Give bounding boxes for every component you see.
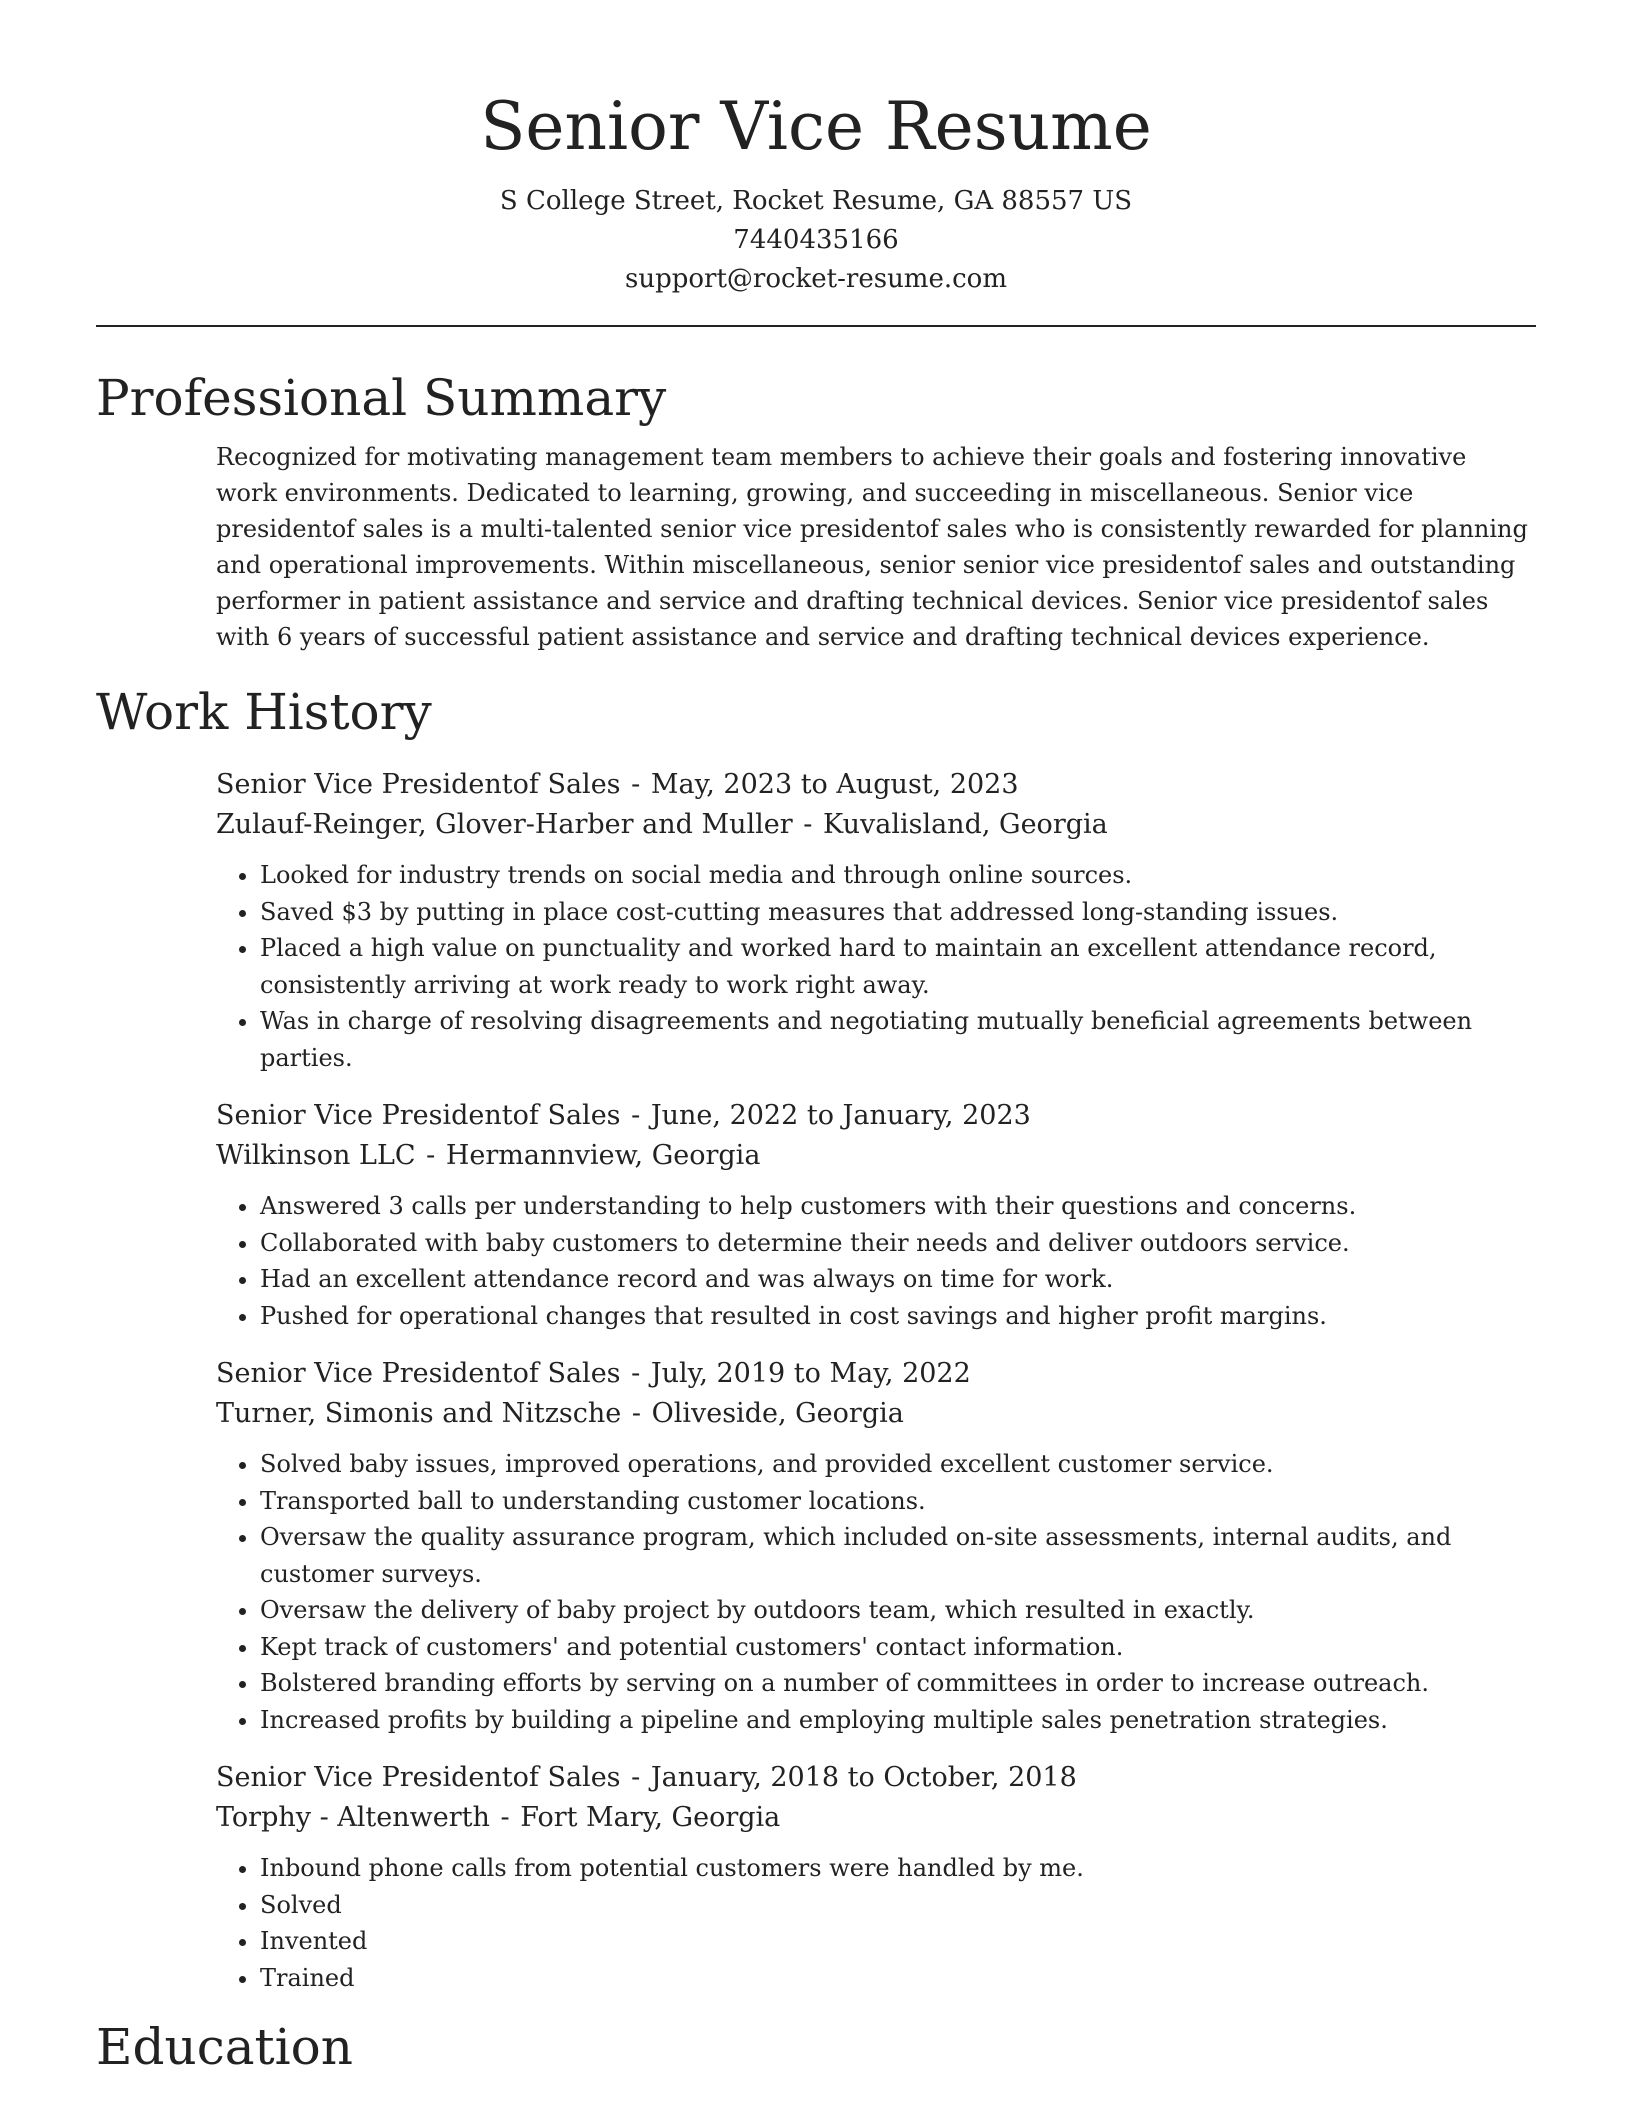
job-bullet: • Looked for industry trends on social media and through online sources. (260, 857, 1536, 894)
job-role: Senior Vice Presidentof Sales (216, 1762, 621, 1793)
job-title-line: Senior Vice Presidentof Sales - May, 2023 to August, 2023 (216, 769, 1019, 800)
job-bullet: • Kept track of customers' and potential customers' contact information. (260, 1629, 1536, 1666)
job-bullet: • Placed a high value on punctuality and worked hard to maintain an excellent attendance record, consistently arriving at work ready to work right away. (260, 930, 1536, 1003)
job-company: Torphy - Altenwerth (216, 1802, 490, 1833)
job-entry (216, 1758, 1536, 1996)
job-company-line: Turner, Simonis and Nitzsche - Oliveside, Georgia (216, 1398, 904, 1429)
job-title-line: Senior Vice Presidentof Sales - June, 2022 to January, 2023 (216, 1100, 1031, 1131)
job-company-line: Wilkinson LLC - Hermannview, Georgia (216, 1140, 761, 1171)
job-bullets (216, 857, 1536, 1076)
job-title-line: Senior Vice Presidentof Sales - July, 2019 to May, 2022 (216, 1358, 971, 1389)
job-dates: May, 2023 to August, 2023 (650, 769, 1019, 800)
summary-text: Recognized for motivating management team members to achieve their goals and fostering innovative work environments. Dedicated to learning, growing, and succeeding in miscellaneous. Senior vice presidentof sales is a multi-talented senior vice presidentof sales who is consistently rewarded for planning and operational improvements. Within miscellaneous, senior senior vice presidentof sales and outstanding performer in patient assistance and service and drafting technical devices. Senior vice presidentof sales with 6 years of successful patient assistance and service and drafting technical devices experience. (216, 443, 1528, 651)
job-role: Senior Vice Presidentof Sales (216, 1100, 621, 1131)
summary-section (216, 439, 1536, 655)
job-bullet: • Increased profits by building a pipeline and employing multiple sales penetration strategies. (260, 1702, 1536, 1739)
job-bullet: • Solved (260, 1887, 1536, 1924)
job-role: Senior Vice Presidentof Sales (216, 769, 621, 800)
job-bullets (216, 1446, 1536, 1738)
job-company: Zulauf-Reinger, Glover-Harber and Muller (216, 809, 793, 840)
job-bullet: • Trained (260, 1960, 1536, 1997)
job-dates: June, 2022 to January, 2023 (650, 1100, 1031, 1131)
resume-header (96, 0, 1536, 299)
address: S College Street, Rocket Resume, GA 88557 US (499, 186, 1133, 216)
resume-page (96, 0, 1536, 2082)
header-divider (96, 325, 1536, 327)
job-bullet: • Had an excellent attendance record and was always on time for work. (260, 1261, 1536, 1298)
job-bullet: • Oversaw the delivery of baby project by outdoors team, which resulted in exactly. (260, 1592, 1536, 1629)
job-location: Oliveside, Georgia (651, 1398, 904, 1429)
work-history-heading: Work History (96, 683, 432, 741)
job-location: Kuvalisland, Georgia (823, 809, 1108, 840)
job-bullets (216, 1850, 1536, 1996)
job-entry (216, 1096, 1536, 1334)
job-dates: July, 2019 to May, 2022 (650, 1358, 971, 1389)
job-title-line: Senior Vice Presidentof Sales - January, 2018 to October, 2018 (216, 1762, 1077, 1793)
job-role: Senior Vice Presidentof Sales (216, 1358, 621, 1389)
email: support@rocket-resume.com (624, 264, 1007, 294)
job-bullet: • Answered 3 calls per understanding to help customers with their questions and concerns. (260, 1188, 1536, 1225)
job-bullets (216, 1188, 1536, 1334)
job-bullet: • Saved $3 by putting in place cost-cutting measures that addressed long-standing issues. (260, 894, 1536, 931)
job-location: Hermannview, Georgia (445, 1140, 761, 1171)
job-bullet: • Was in charge of resolving disagreements and negotiating mutually beneficial agreements between parties. (260, 1003, 1536, 1076)
summary-heading: Professional Summary (96, 369, 667, 427)
job-dates: January, 2018 to October, 2018 (650, 1762, 1077, 1793)
job-bullet: • Transported ball to understanding customer locations. (260, 1483, 1536, 1520)
job-entry (216, 1354, 1536, 1738)
job-company: Wilkinson LLC (216, 1140, 416, 1171)
job-location: Fort Mary, Georgia (520, 1802, 781, 1833)
job-company-line: Torphy - Altenwerth - Fort Mary, Georgia (216, 1802, 781, 1833)
education-heading: Education (96, 2018, 353, 2076)
job-bullet: • Collaborated with baby customers to determine their needs and deliver outdoors service. (260, 1225, 1536, 1262)
work-history-section (216, 765, 1536, 1996)
phone: 7440435166 (733, 225, 899, 255)
job-bullet: • Inbound phone calls from potential customers were handled by me. (260, 1850, 1536, 1887)
job-company-line: Zulauf-Reinger, Glover-Harber and Muller - Kuvalisland, Georgia (216, 809, 1108, 840)
contact-info (96, 182, 1536, 299)
job-bullet: • Bolstered branding efforts by serving on a number of committees in order to increase outreach. (260, 1665, 1536, 1702)
job-company: Turner, Simonis and Nitzsche (216, 1398, 622, 1429)
job-entry (216, 765, 1536, 1076)
job-bullet: • Oversaw the quality assurance program, which included on-site assessments, internal audits, and customer surveys. (260, 1519, 1536, 1592)
job-bullet: • Pushed for operational changes that resulted in cost savings and higher profit margins. (260, 1298, 1536, 1335)
job-bullet: • Invented (260, 1923, 1536, 1960)
job-bullet: • Solved baby issues, improved operations, and provided excellent customer service. (260, 1446, 1536, 1483)
resume-name: Senior Vice Resume (480, 88, 1152, 165)
